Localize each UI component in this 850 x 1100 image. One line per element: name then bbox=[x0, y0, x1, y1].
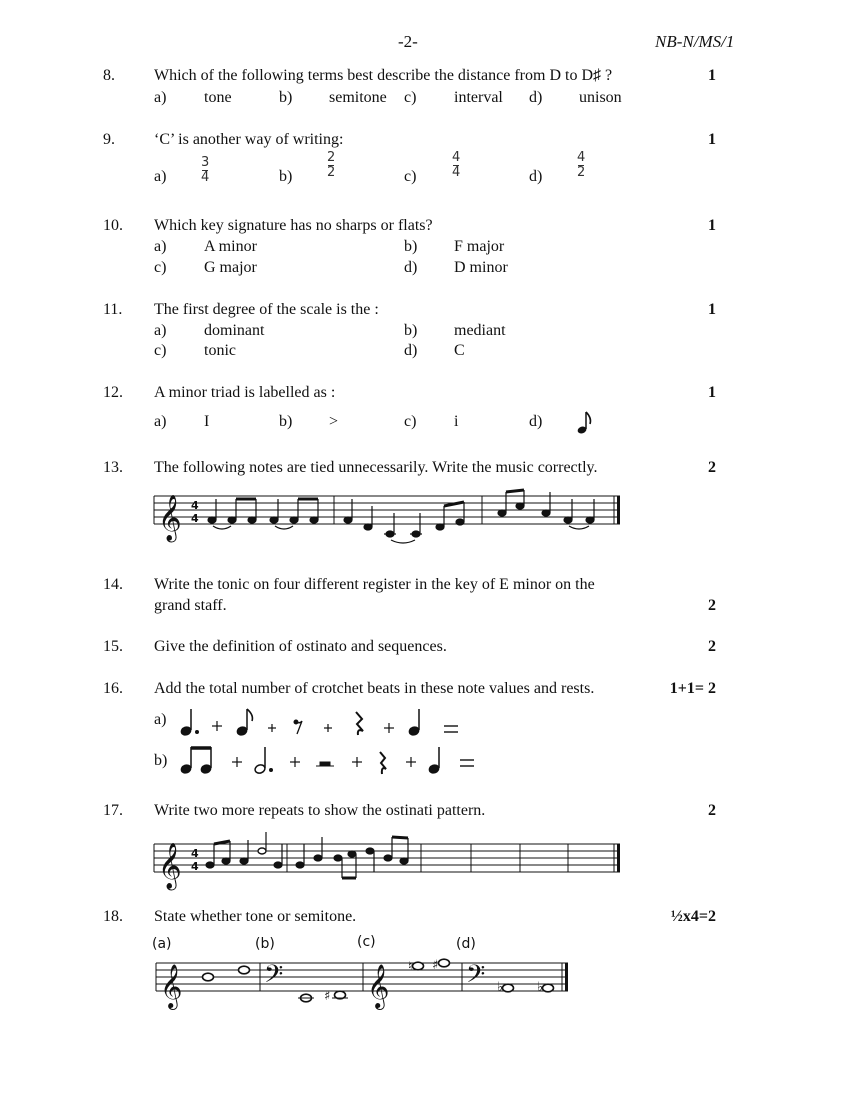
question-number: 8. bbox=[103, 67, 115, 84]
marks: 1 bbox=[708, 384, 716, 401]
interval-label-a: (a) bbox=[152, 936, 172, 952]
option-label: c) bbox=[154, 259, 167, 276]
music-staff-ostinato bbox=[154, 834, 624, 888]
treble-clef-icon: 𝄞 bbox=[158, 495, 182, 541]
option-text: tone bbox=[204, 89, 232, 106]
question-number: 10. bbox=[103, 217, 123, 234]
row-label-a: a) bbox=[154, 711, 167, 728]
question-text: The first degree of the scale is the : bbox=[154, 301, 379, 318]
option-label: a) bbox=[154, 413, 167, 430]
option-label: b) bbox=[404, 322, 418, 339]
marks: 1+1= 2 bbox=[669, 680, 716, 697]
question-text: ‘C’ is another way of writing: bbox=[154, 131, 344, 148]
option-text: A minor bbox=[204, 238, 257, 255]
question-text: State whether tone or semitone. bbox=[154, 908, 357, 925]
marks: 1 bbox=[708, 131, 716, 148]
time-signature-fraction: 2 2 bbox=[327, 150, 336, 180]
question-number: 13. bbox=[103, 459, 123, 476]
quaver-note-icon bbox=[576, 410, 596, 436]
treble-clef-icon: 𝄞 bbox=[160, 964, 183, 1008]
option-text: > bbox=[329, 413, 339, 430]
note-values-row-b bbox=[172, 744, 482, 778]
sharp-icon: ♯ bbox=[432, 958, 439, 973]
document-code: NB-N/MS/1 bbox=[655, 32, 735, 51]
time-sig-bottom: 4 bbox=[191, 512, 199, 525]
option-label: a) bbox=[154, 168, 167, 185]
option-text: tonic bbox=[204, 342, 236, 359]
option-text: I bbox=[204, 413, 210, 430]
question-text: A minor triad is labelled as : bbox=[154, 384, 336, 401]
question-number: 14. bbox=[103, 576, 123, 593]
marks: 1 bbox=[708, 67, 716, 84]
marks: 2 bbox=[708, 597, 716, 614]
option-text: F major bbox=[454, 238, 505, 255]
option-label: d) bbox=[529, 413, 543, 430]
flat-icon: ♭ bbox=[497, 980, 504, 995]
question-text: The following notes are tied unnecessarily. Write the music correctly. bbox=[154, 459, 598, 476]
time-sig-top: 4 bbox=[191, 847, 199, 860]
notes bbox=[206, 832, 408, 878]
time-sig-top: 4 bbox=[191, 499, 199, 512]
marks: ½x4=2 bbox=[670, 908, 716, 925]
marks: 2 bbox=[708, 802, 716, 819]
option-text: dominant bbox=[204, 322, 265, 339]
interval-label-d: (d) bbox=[456, 936, 476, 952]
option-label: d) bbox=[404, 342, 418, 359]
question-text-continued: grand staff. bbox=[154, 597, 227, 614]
question-text: Which of the following terms best describe the distance from D to D♯ ? bbox=[154, 67, 613, 84]
option-text: D minor bbox=[454, 259, 508, 276]
time-signature-fraction: 4 4 bbox=[452, 150, 461, 180]
bass-clef-icon: 𝄢 bbox=[466, 960, 486, 995]
sharp-icon: ♯ bbox=[324, 989, 331, 1004]
option-text: interval bbox=[454, 89, 503, 106]
option-label: c) bbox=[404, 89, 417, 106]
time-signature-fraction: 3 4 bbox=[201, 155, 210, 185]
question-text: Give the definition of ostinato and sequences. bbox=[154, 638, 447, 655]
question-number: 16. bbox=[103, 680, 123, 697]
option-label: c) bbox=[404, 168, 417, 185]
notes bbox=[208, 490, 594, 537]
option-label: a) bbox=[154, 322, 167, 339]
ties bbox=[213, 526, 589, 543]
question-text: Write the tonic on four different register in the key of E minor on the bbox=[154, 576, 595, 593]
question-text: Write two more repeats to show the ostinati pattern. bbox=[154, 802, 486, 819]
option-text: i bbox=[454, 413, 459, 430]
row-label-b: b) bbox=[154, 752, 168, 769]
music-staff-tied-notes bbox=[154, 486, 624, 544]
time-signature-fraction: 4 2 bbox=[577, 150, 586, 180]
interval-label-b: (b) bbox=[255, 936, 275, 952]
option-text: semitone bbox=[329, 89, 387, 106]
question-number: 15. bbox=[103, 638, 123, 655]
option-label: b) bbox=[279, 168, 293, 185]
option-text: C bbox=[454, 342, 465, 359]
option-label: b) bbox=[279, 413, 293, 430]
option-label: d) bbox=[404, 259, 418, 276]
option-label: b) bbox=[404, 238, 418, 255]
option-label: d) bbox=[529, 168, 543, 185]
question-text: Add the total number of crotchet beats in these note values and rests. bbox=[154, 680, 595, 697]
question-text: Which key signature has no sharps or flats? bbox=[154, 217, 433, 234]
marks: 2 bbox=[708, 638, 716, 655]
marks: 1 bbox=[708, 217, 716, 234]
marks: 1 bbox=[708, 301, 716, 318]
bass-clef-icon: 𝄢 bbox=[264, 960, 284, 995]
interval-label-c: (c) bbox=[357, 934, 376, 950]
question-number: 17. bbox=[103, 802, 123, 819]
time-sig-bottom: 4 bbox=[191, 860, 199, 873]
question-number: 11. bbox=[103, 301, 123, 318]
page-number: -2- bbox=[398, 32, 418, 51]
option-text: mediant bbox=[454, 322, 506, 339]
question-number: 18. bbox=[103, 908, 123, 925]
note-values-row-a bbox=[172, 706, 472, 740]
music-staff-intervals bbox=[156, 955, 572, 1007]
flat-icon: ♭ bbox=[537, 980, 544, 995]
question-number: 9. bbox=[103, 131, 115, 148]
option-label: a) bbox=[154, 89, 167, 106]
option-text: unison bbox=[579, 89, 622, 106]
option-text: G major bbox=[204, 259, 257, 276]
treble-clef-icon: 𝄞 bbox=[367, 964, 390, 1008]
option-label: a) bbox=[154, 238, 167, 255]
treble-clef-icon: 𝄞 bbox=[158, 843, 182, 889]
option-label: d) bbox=[529, 89, 543, 106]
question-number: 12. bbox=[103, 384, 123, 401]
marks: 2 bbox=[708, 459, 716, 476]
option-label: c) bbox=[404, 413, 417, 430]
natural-icon: ♮ bbox=[408, 959, 413, 973]
option-label: b) bbox=[279, 89, 293, 106]
option-label: c) bbox=[154, 342, 167, 359]
